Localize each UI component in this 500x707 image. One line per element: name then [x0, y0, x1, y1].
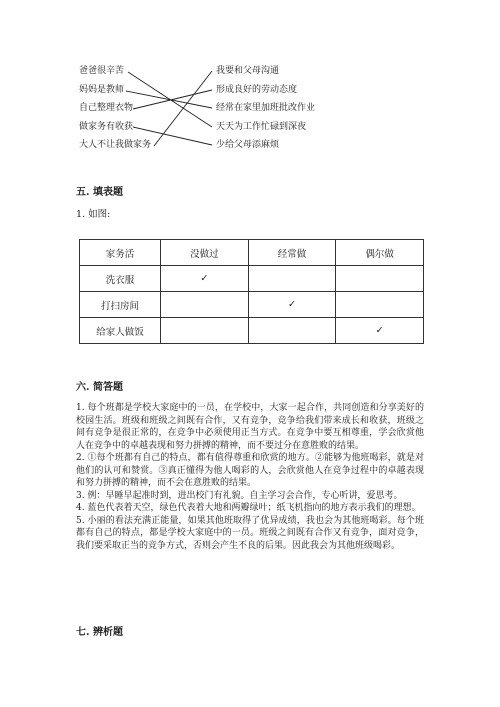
matching-line [133, 127, 212, 145]
table-check-cell [161, 318, 249, 344]
matching-left-item: 大人不让我做家务 [79, 140, 152, 150]
table-check-cell: ✓ [161, 266, 249, 292]
section-5-title: 五. 填表题 [76, 187, 123, 198]
section-7-title: 七. 辨析题 [76, 627, 123, 638]
table-check-cell: ✓ [248, 292, 336, 318]
table-header-cell: 没做过 [161, 240, 249, 266]
matching-left-item: 做家务有收获 [79, 122, 134, 132]
table-check-cell [336, 292, 424, 318]
matching-right-item: 天天为工作忙碌到深夜 [216, 122, 307, 132]
table-header-cell: 经常做 [248, 240, 336, 266]
table-task-cell: 给家人做饭 [80, 318, 161, 344]
table-row [80, 318, 424, 344]
matching-left-item: 妈妈是教师 [79, 85, 125, 95]
table-check-cell [161, 292, 249, 318]
matching-right-item: 少给父母添麻烦 [216, 140, 280, 150]
chore-table [79, 239, 424, 344]
answer-paragraph: 2. ①每个班都有自己的特点，都有值得尊重和欣赏的地方。②能够为他班喝彩，就是对他们的认可和赞赏。③真正懂得为他人喝彩的人，会欣赏他人在竞争过程中的卓越表现和努力拼搏的精神，而不会在意胜败的结果。 [76, 453, 424, 488]
table-check-cell [248, 318, 336, 344]
table-check-cell: ✓ [336, 318, 424, 344]
table-row [80, 292, 424, 318]
matching-left-item: 自己整理衣物 [79, 103, 134, 113]
table-task-cell: 打扫房间 [80, 292, 161, 318]
table-header-cell: 家务活 [80, 240, 161, 266]
table-header-cell: 偶尔做 [336, 240, 424, 266]
matching-line [133, 90, 212, 109]
matching-line [154, 71, 212, 146]
answer-list [76, 402, 424, 552]
answer-paragraph: 4. 蓝色代表着天空，绿色代表着大地和两瓣绿叶；纸飞机指向的地方表示我们的理想。 [76, 503, 421, 513]
table-check-cell [336, 266, 424, 292]
section-6-title: 六. 简答题 [76, 382, 123, 393]
matching-right-item: 我要和父母沟通 [216, 66, 280, 76]
answer-paragraph: 5. 小丽的看法充满正能量，如果其他班取得了优异成绩，我也会为其他班喝彩。每个班都有自己的特点，都是学校大家庭中的一员。班级之间既有合作又有竞争，面对竞争，我们要采取正当的竞争方式，否则会产生不良的后果。因此我会为其他班级喝彩。 [76, 515, 424, 551]
answer-paragraph: 1. 每个班都是学校大家庭中的一员，在学校中，大家一起合作，共同创造和分享美好的校园生活。班级和班级之间既有合作，又有竞争，竞争给我们带来成长和收获，班级之间有竞争是很正常的，在竞争中必须使用正当方式。在竞争中要互相尊重，学会欣赏他人在竞争中的卓越表现和努力拼搏的精神，而不要过分在意胜败的结果。 [76, 403, 424, 451]
table-task-cell: 洗衣服 [80, 266, 161, 292]
question-intro: 1. 如图: [76, 209, 111, 220]
table-check-cell [248, 266, 336, 292]
table-row [80, 266, 424, 292]
table-header-row [80, 240, 424, 266]
matching-right-item: 形成良好的劳动态度 [216, 85, 298, 95]
matching-left-item: 爸爸很辛苦 [79, 66, 125, 76]
matching-right-item: 经常在家里加班批改作业 [216, 103, 316, 113]
answer-paragraph: 3. 例：早睡早起准时到，进出校门有礼貌。自主学习会合作，专心听讲，爱思考。 [76, 490, 403, 501]
matching-lines [0, 0, 500, 170]
